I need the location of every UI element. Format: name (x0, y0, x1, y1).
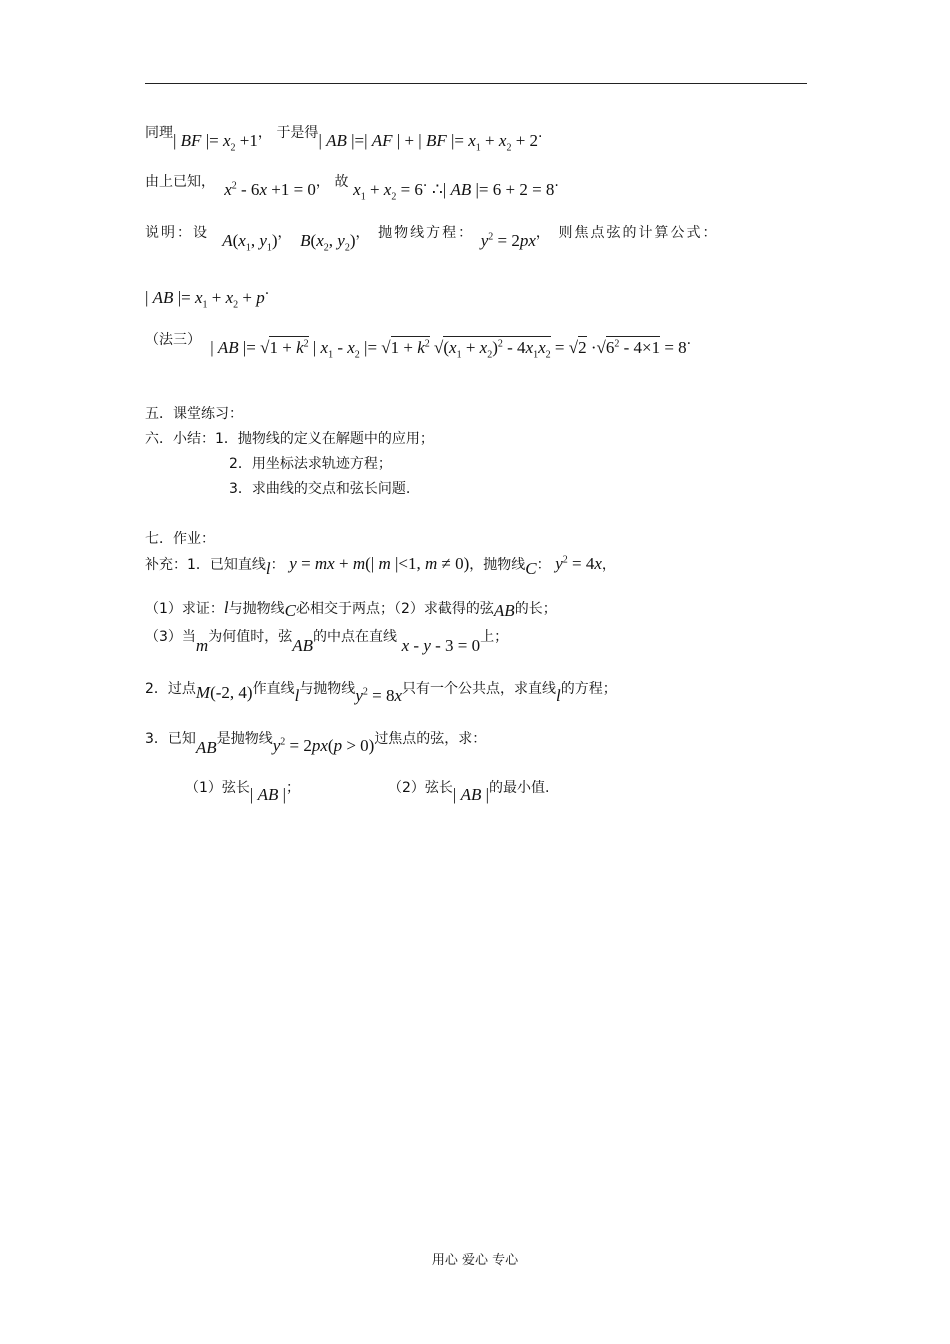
hw3-statement: 3．已知AB是抛物线$y^2 = 2px(p > 0)$过焦点的弦，求： (145, 731, 487, 757)
text-youshang: 由上已知， (145, 174, 215, 190)
hw1-q1-text3: 的长； (514, 601, 557, 617)
hw3-p2-label: （2）弦长 (388, 780, 453, 796)
math-quadratic: $x^2 - 6x +1 = 0$ (224, 180, 316, 199)
math-ab-eight: | AB |= 6 + 2 = 8 (442, 180, 555, 199)
text-method-three: （法三） (145, 332, 201, 348)
text-yushide: 于是得 (276, 125, 319, 141)
proof-line-3: 说明：设 $A(x_1$, $y_1$)， $B(x_2$, $y_2$)， 抛物线方程： $y^2 = 2px$， 则焦点弦的计算公式： (145, 225, 719, 254)
math-chord-length: | AB |= $√1 + k^2$ | $x_1 - x_2$ |= $√1 + k^2$ $√(x_1 + x_2)^2 - 4x_1x_2 = √2 \cdot√6^2 - 4\times 1 = 8$ (210, 338, 687, 361)
math-line-xy: x - y - 3 = 0 (401, 636, 481, 655)
math-parabola-2px: $y^2 = 2px(p > 0)$ (272, 736, 375, 755)
text-formula-intro: 则焦点弦的计算公式： (558, 225, 719, 241)
math-point-a: $A(x_1$, $y_1$) (222, 231, 278, 254)
hw1-lead: 补充：1．已知直线 (145, 557, 266, 573)
hw1-q3-text: 为何值时，弦 (208, 629, 293, 645)
hw3-p2-text: 的最小值. (489, 780, 550, 796)
hw1-q1-lead: （1）求证： (145, 601, 224, 617)
proof-line-1: 同理| BF |= $x_2 +1$， 于是得| AB |=| AF | + | BF |= $x_1 + x_2 + 2$. (145, 125, 543, 154)
math-point-b: $B(x_2$, $y_2$) (300, 231, 356, 254)
hw1-q3-text3: 上； (480, 629, 509, 645)
section-summary: 六．小结：1．抛物线的定义在解题中的应用； (145, 431, 434, 447)
hw1-statement: 补充：1．已知直线l： y = mx + m(| m |<1, m ≠ 0)，抛物线C： $y^2 = 4x$， (145, 554, 616, 578)
hw2-text2: 与抛物线 (299, 681, 356, 697)
math-bf: | BF |= $x_2 +1$ (173, 131, 258, 154)
text-tongli: 同理 (145, 125, 173, 141)
hw2-text3: 只有一个公共点，求直线 (402, 681, 556, 697)
section-practice: 五．课堂练习： (145, 406, 243, 422)
math-line-l: y = mx + m(| m |<1, m ≠ 0) (289, 554, 470, 573)
hw2-text: 作直线 (252, 681, 295, 697)
math-point-m: M(-2, 4) (195, 683, 253, 702)
text-gu: 故 (334, 174, 349, 190)
hw1-q3-lead: （3）当 (145, 629, 196, 645)
math-focal-chord: | AB |= $x_1 + x_2 + p$ (145, 288, 265, 311)
section-homework: 七．作业： (145, 531, 215, 547)
hw1-q3: （3）当m为何值时，弦AB的中点在直线 x - y - 3 = 0上； (145, 629, 509, 655)
text-parabola-eq: 抛物线方程： (378, 225, 475, 241)
hw1-q1-text: 与抛物线 (228, 601, 285, 617)
hw1-q1: （1）求证：l与抛物线C必相交于两点；（2）求截得的弦AB的长； (145, 598, 557, 620)
hw3-text2: 过焦点的弦，求： (374, 731, 487, 747)
math-parabola: $y^2 = 2px$ (480, 231, 536, 250)
hw2-text4: 的方程； (560, 681, 617, 697)
hw3-part1: （1）弦长| AB |； (185, 780, 301, 804)
hw3-p1-label: （1）弦长 (185, 780, 250, 796)
hw1-q1-text2: 必相交于两点；（2）求截得的弦 (296, 601, 494, 617)
hw3-lead: 3．已知 (145, 731, 196, 747)
hw3-part2: （2）弦长| AB |的最小值. (388, 780, 550, 804)
proof-line-2: 由上已知， $x^2 - 6x +1 = 0$， 故 $x_1 + x_2 = 6$. ∴| AB |= 6 + 2 = 8. (145, 174, 559, 203)
math-parabola-8x: $y^2 = 8x$ (355, 686, 402, 705)
summary-item-3: 3．求曲线的交点和弦长问题. (229, 481, 411, 497)
proof-line-5: （法三） | AB |= $√1 + k^2$ | $x_1 - x_2$ |= $√1 + k^2$ $√(x_1 + x_2)^2 - 4x_1x_2 = √2 \cdot√6^2 - 4\times 1 = 8$. (145, 332, 692, 361)
hw1-q3-text2: 的中点在直线 (312, 629, 397, 645)
text-shuoming: 说明：设 (145, 225, 209, 241)
hw2-lead: 2．过点 (145, 681, 196, 697)
hw2-statement: 2．过点M(-2, 4)作直线l与抛物线$y^2 = 8x$只有一个公共点，求直线l的方程； (145, 681, 617, 705)
hw3-text: 是抛物线 (216, 731, 273, 747)
summary-item-2: 2．用坐标法求轨迹方程； (229, 456, 392, 472)
math-ab-sum: | AB |=| AF | + | BF |= $x_1 + x_2 + 2$ (318, 131, 539, 154)
header-rule (145, 83, 807, 84)
page-footer: 用心 爱心 专心 (431, 1253, 519, 1268)
math-parabola-c: $y^2 = 4x$ (555, 554, 602, 573)
math-sum-six: $x_1 + x_2 = 6$ (353, 180, 423, 203)
proof-line-4: | AB |= $x_1 + x_2 + p$. (145, 282, 270, 311)
therefore-symbol: ∴ (431, 180, 443, 199)
hw1-parabola-label: 抛物线 (483, 557, 526, 573)
